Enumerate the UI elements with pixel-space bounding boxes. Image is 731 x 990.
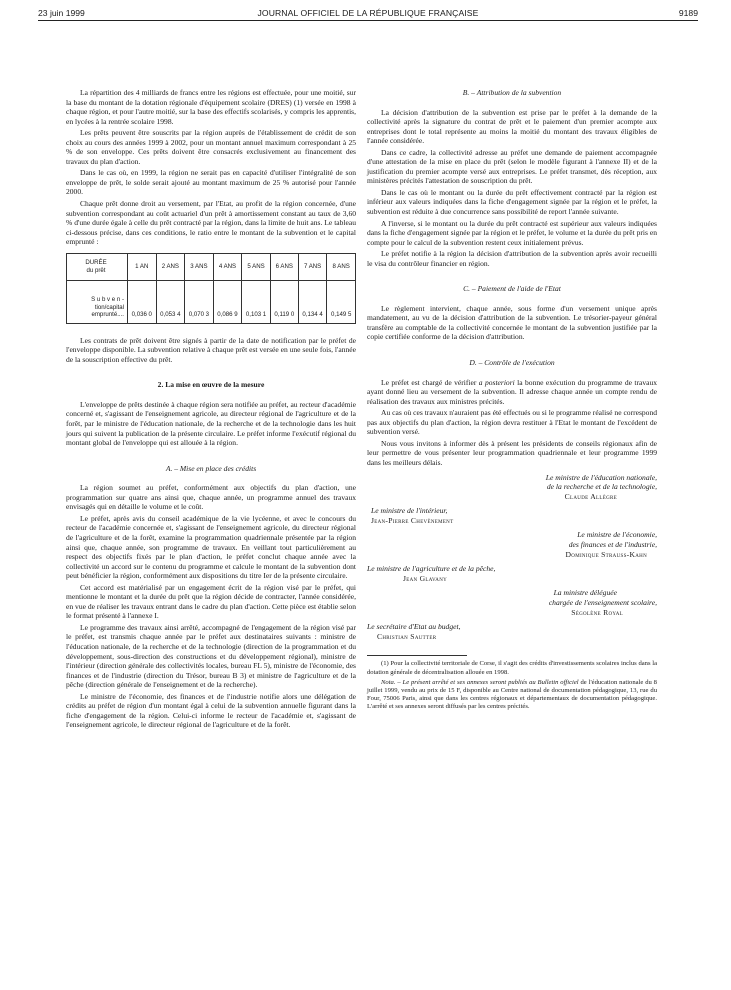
footnote-separator xyxy=(367,655,467,656)
table-cell: 0,053 4 xyxy=(156,280,185,323)
section-heading-d: D. – Contrôle de l'exécution xyxy=(469,358,555,368)
paragraph: Le programme des travaux ainsi arrêté, accompagné de l'engagement de la région visé par le préfet, est transmis chaque année par le préfet aux destinataires suivants : ministre de l'éducation nationale, de la recherche et de la technologie (direction de la programmation et du développement, sous-direction des constructions et du développement régional), ministre de l'intérieur (direction générale des collectivités locales, bureau FL 5), ministre de l'économie, des finances et de l'industrie (direction du Trésor, bureau B 3) et ministre de l'agriculture et de la pêche (direction générale de l'enseignement et de la recherche). xyxy=(66,622,356,690)
paragraph: Le règlement intervient, chaque année, sous forme d'un versement unique après mandatement, au vu de la décision d'attribution de la subvention. Le trésorier-payeur général transfère au comptable de la collectivité concernée le montant de la subvention justifiée par la copie certifiée conforme de la décision d'attribution. xyxy=(367,303,657,342)
header-journal-title: JOURNAL OFFICIEL DE LA RÉPUBLIQUE FRANÇAISE xyxy=(257,8,479,18)
table-header-row xyxy=(67,253,356,280)
section-heading-a: A. – Mise en place des crédits xyxy=(165,463,257,473)
footnote: (1) Pour la collectivité territoriale de Corse, il s'agit des crédits d'investissements scolaires inclus dans la dotation générale de décentralisation allouée en 1998. xyxy=(367,660,657,676)
table-col-header: 4 ANS xyxy=(213,253,242,280)
signature-block: Le ministre de l'agriculture et de la pêche, Jean Glavany xyxy=(367,564,496,583)
paragraph: Le préfet est chargé de vérifier a posteriori la bonne exécution du programme de travaux ayant donné lieu au versement de la subvention. Il adresse chaque année un compte rendu de réalisation des travaux aux ministres précités. xyxy=(367,377,657,406)
header-page-number: 9189 xyxy=(678,8,698,18)
paragraph: Chaque prêt donne droit au versement, par l'Etat, au profit de la région concernée, d'une subvention correspondant au coût actuariel d'un prêt à amortissement constant au taux de 3,60 % d'une durée égale à celle du prêt contracté par la région, dans la limite de huit ans. Le tableau ci-dessous précise, dans ces conditions, le ratio entre le montant de la subvention et le capital emprunté : xyxy=(66,199,356,247)
header-date: 23 juin 1999 xyxy=(38,8,85,18)
table-col-header: 2 ANS xyxy=(156,253,185,280)
signature-block: Le ministre de l'éducation nationale, de la recherche et de la technologie, Claude Allègre xyxy=(545,472,657,501)
footnote-nota: Nota. – Le présent arrêté et ses annexes seront publiés au Bulletin officiel de l'éducation nationale du 8 juillet 1999, vendu au prix de 15 F, disponible au Centre national de documentation pédagogique, 13, rue du Four, 75006 Paris, ainsi que dans les centres régionaux et départementaux de documentation pédagogique. L'arrêté et ses annexes seront diffusés par les centres précités. xyxy=(367,678,657,711)
paragraph: Dans le cas où, en 1999, la région ne serait pas en capacité d'utiliser l'intégralité de son enveloppe de prêt, le solde serait ajouté au montant maximum de 25 % autorisé pour l'année 2000. xyxy=(66,168,356,197)
table-cell: 0,070 3 xyxy=(185,280,214,323)
paragraph: Au cas où ces travaux n'auraient pas été effectués ou si le programme réalisé ne correspond pas aux objectifs du plan d'action, la région devra restituer à l'Etat le montant de l'excédent de subvention versé. xyxy=(367,408,657,437)
section-heading-b: B. – Attribution de la subvention xyxy=(462,88,562,97)
table-col-header: 7 ANS xyxy=(298,253,327,280)
table-header-label: DURÉE du prêt xyxy=(67,253,128,280)
table-col-header: 6 ANS xyxy=(270,253,298,280)
table-col-header: 3 ANS xyxy=(185,253,214,280)
signatures xyxy=(367,473,657,642)
paragraph: Le ministre de l'économie, des finances et de l'industrie notifie alors une délégation de crédits au préfet de région d'un montant égal à celui de la subvention annuelle figurant dans la fiche d'engagement de la région. Celui-ci informe le recteur de l'académie et, s'agissant de l'enseignement agricole, le directeur régional de l'agriculture et de la forêt. xyxy=(66,691,356,730)
paragraph: Le préfet, après avis du conseil académique de la vie lycéenne, et avec le concours du recteur de l'académie concernée et, s'agissant de l'enseignement agricole, du directeur régional de l'agriculture et de la forêt, examine la programmation quadriennale présentée par la région ainsi que, chaque année, son programme de travaux. En veillant tout particulièrement au respect des objectifs fixés par le plan d'action, le préfet conclut chaque année avec la collectivité un accord sur le contenu du programme et calcule le montant de la subvention dont peut bénéficier la région, conformément aux dispositions du titre Ier de la présente circulaire. xyxy=(66,513,356,581)
signature-block: La ministre déléguée chargée de l'enseignement scolaire, Ségolène Royal xyxy=(548,588,657,617)
signature-block: Le secrétaire d'Etat au budget, Christian Sautter xyxy=(367,622,461,641)
paragraph: Dans ce cadre, la collectivité adresse au préfet une demande de paiement accompagnée d'une attestation de la mise en place du prêt (selon le modèle figurant à l'annexe II) et de la justification du premier acompte versé aux entreprises. Le préfet transmet, dès réception, aux ministères précités l'attestation de souscription du prêt. xyxy=(367,147,657,186)
section-heading-c: C. – Paiement de l'aide de l'Etat xyxy=(463,284,561,294)
paragraph: L'enveloppe de prêts destinée à chaque région sera notifiée au préfet, au recteur d'académie concerné et, s'agissant de l'enseignement agricole, au directeur régional de l'agriculture et de la forêt, par le ministre de l'éducation nationale, de la recherche et de la technologie dans les huit jours qui suivent la publication de la présente circulaire. Le préfet informe l'exécutif régional du montant global de l'enveloppe qui est allouée à la région. xyxy=(66,399,356,448)
table-cell: 0,103 1 xyxy=(242,280,271,323)
table-cell: 0,149 5 xyxy=(327,280,356,323)
section-heading-2: 2. La mise en œuvre de la mesure xyxy=(157,380,265,390)
table-cell: 0,036 0 xyxy=(128,280,157,323)
signature-block: Le ministre de l'économie, des finances et de l'industrie, Dominique Strauss-Kahn xyxy=(565,530,657,559)
paragraph: Nous vous invitons à informer dès à présent les présidents de conseils régionaux afin de leur permettre de vous présenter leur programmation quadriennale et leur programme 1999 dans les meilleurs délais. xyxy=(367,438,657,467)
signature-block: Le ministre de l'intérieur, Jean-Pierre Chevènement xyxy=(371,506,454,525)
left-column xyxy=(66,88,356,732)
table-col-header: 1 AN xyxy=(128,253,157,280)
paragraph: La répartition des 4 milliards de francs entre les régions est effectuée, pour une moitié, sur la base du montant de la dotation régionale d'équipement scolaire (DRES) (1) versée en 1998 à chaque région, et pour l'autre moitié, sur la base des effectifs scolarisés, y compris les apprentis, en lycées à la rentrée scolaire 1998. xyxy=(66,88,356,126)
table-col-header: 8 ANS xyxy=(327,253,356,280)
paragraph: Dans le cas où le montant ou la durée du prêt effectivement contracté par la région est inférieur aux valeurs indiquées dans la fiche d'engagement signée par la région et le préfet, la subvention est réduite à due concurrence sans possibilité de report l'année suivante. xyxy=(367,187,657,217)
right-column xyxy=(367,88,657,714)
page-header xyxy=(38,8,698,21)
paragraph: La région soumet au préfet, conformément aux objectifs du plan d'action, une programmation sur quatre ans ainsi que, chaque année, un programme annuel des travaux envisagés qui en détaille le volume et le coût. xyxy=(66,483,356,512)
table-cell: 0,134 4 xyxy=(298,280,327,323)
table-cell: 0,119 0 xyxy=(270,280,298,323)
paragraph: Le préfet notifie à la région la décision d'attribution de la subvention après avoir recueilli le visa du contrôleur financier en région. xyxy=(367,249,657,268)
subsidy-ratio-table xyxy=(66,253,356,324)
paragraph: Les contrats de prêt doivent être signés à partir de la date de notification par le préfet de l'enveloppe disponible. La subvention relative à chaque prêt est versée en une seule fois, l'année de la souscription effective du prêt. xyxy=(66,335,356,364)
table-cell: 0,086 9 xyxy=(213,280,242,323)
paragraph: A l'inverse, si le montant ou la durée du prêt contracté est supérieur aux valeurs indiquées dans la fiche d'engagement signée par la région et le préfet, le volume et la durée du prêt pris en compte pour le calcul de la subvention restent ceux initialement prévus. xyxy=(367,218,657,247)
paragraph: La décision d'attribution de la subvention est prise par le préfet à la demande de la collectivité après la signature du contrat de prêt et le paiement d'un premier acompte aux entreprises dont le total représente au moins la moitié du montant des travaux éligibles de l'année considérée. xyxy=(367,107,657,146)
table-col-header: 5 ANS xyxy=(242,253,271,280)
table-row xyxy=(67,280,356,323)
paragraph: Les prêts peuvent être souscrits par la région auprès de l'établissement de crédit de son choix au cours des années 1999 à 2002, pour un montant annuel maximum correspondant à 25 % de son enveloppe. Ces prêts doivent être consacrés exclusivement au financement des travaux du plan d'action. xyxy=(66,128,356,166)
table-row-label: S u b v e n - tion/capital emprunté.... xyxy=(67,280,128,323)
paragraph: Cet accord est matérialisé par un engagement écrit de la région visé par le préfet, qui mentionne le montant et la durée du prêt que la région décide de contracter, l'année considérée, en vue de réaliser les travaux entrant dans le cadre du plan d'action. Cette pièce est établie selon le format présenté à l'annexe I. xyxy=(66,582,356,621)
